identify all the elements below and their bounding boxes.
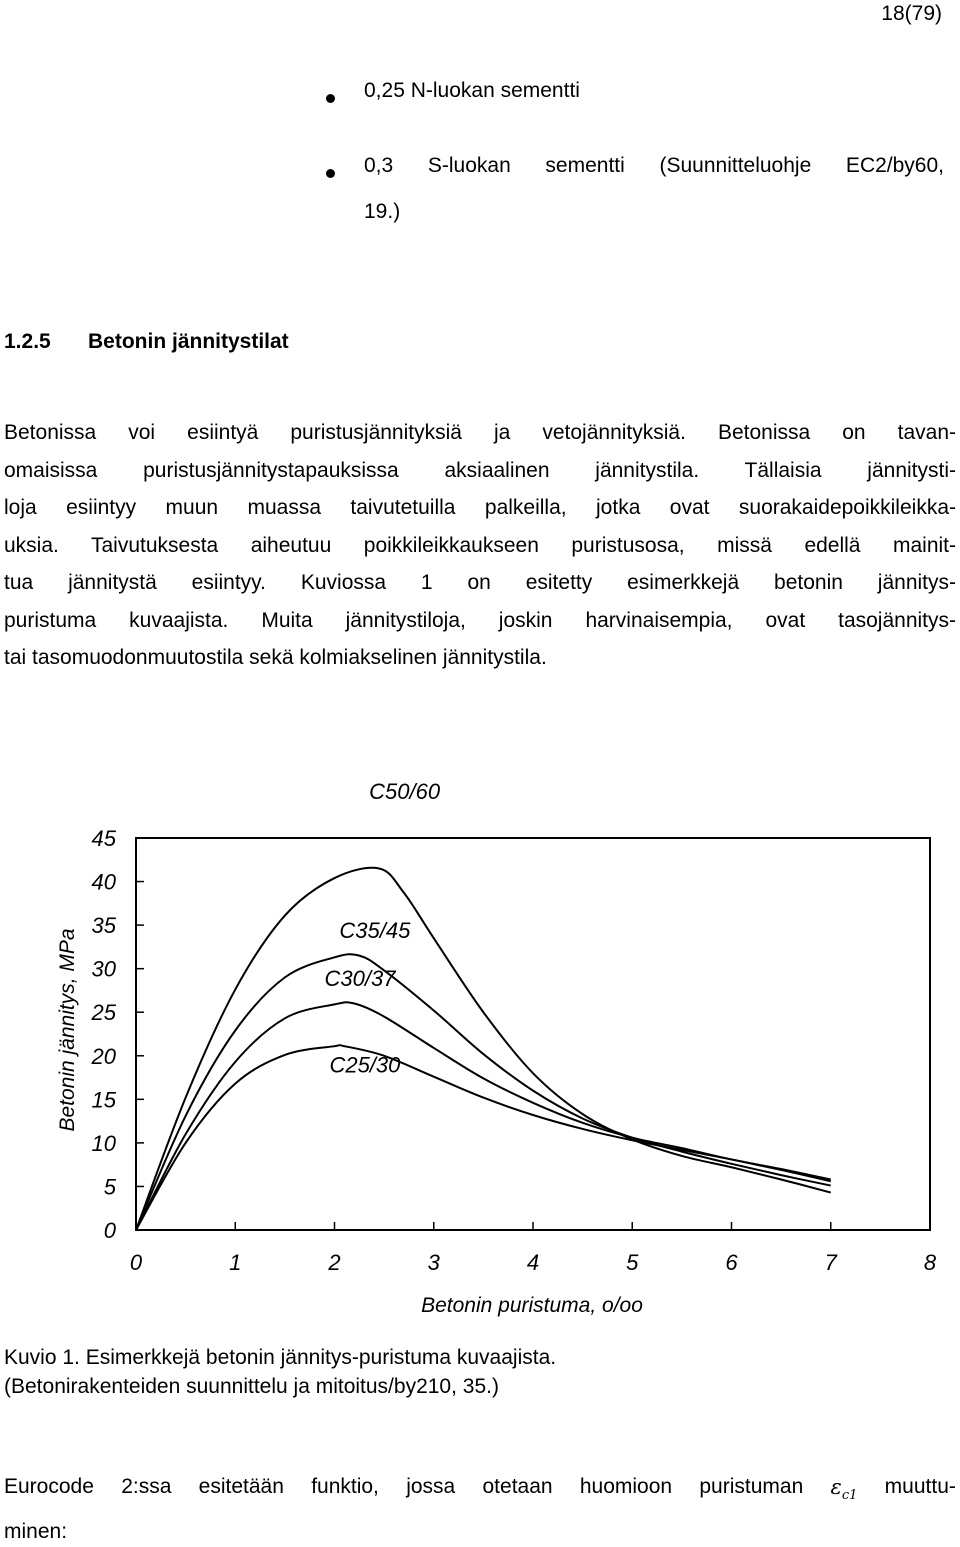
x-tick-label: 4 [526,1250,540,1275]
y-tick-label: 20 [91,1043,116,1069]
bullet-text [364,143,944,235]
series-line [136,868,831,1230]
y-tick-label: 5 [103,1174,116,1200]
x-axis-label: Betonin puristuma, o/oo [421,1294,643,1317]
x-tick-label: 0 [129,1250,143,1275]
bullet-text-line: 0,3 S-luokan sementti (Suunnitteluohje EC2/by60, [364,154,944,177]
paragraph-line: omaisissa puristusjännitystapauksissa aksiaalinen jännitystila. Tällaisia jännitysti- [4,458,956,482]
closing-word: otetaan [482,1475,553,1498]
bullet-dot [326,169,335,178]
series-label: C50/60 [369,778,441,804]
paragraph-line: Betonissa voi esiintyä puristusjännityksiä ja vetojännityksiä. Betonissa on tavan- [4,421,956,444]
body-paragraph [4,414,956,677]
x-tick-label: 7 [824,1250,837,1275]
section-title: Betonin jännitystilat [88,330,289,353]
paragraph-line: tai tasomuodonmuutostila sekä kolmiakselinen jännitystila. [4,646,547,669]
paragraph-line: uksia. Taivutuksesta aiheutuu poikkileikkaukseen puristusosa, missä edellä mainit- [4,533,956,557]
closing-word: funktio, [311,1475,379,1498]
epsilon-subscript: c1 [841,1488,858,1504]
series-label: C25/30 [329,1052,401,1078]
series-label: C35/45 [339,918,411,944]
closing-word: 2:ssa [121,1475,172,1498]
stress-strain-chart [0,778,960,1330]
series-line [136,954,831,1230]
plot-frame [136,838,930,1230]
bullet-text-line: 19.) [364,200,401,223]
x-tick-label: 1 [229,1250,242,1275]
paragraph-line: tua jännitystä esiintyy. Kuviossa 1 on esitetty esimerkkejä betonin jännitys- [4,571,956,594]
y-tick-label: 15 [91,1087,116,1113]
page-number: 18(79) [881,2,942,25]
x-tick-label: 6 [725,1250,738,1275]
bullet-dot [326,94,335,103]
x-tick-label: 8 [923,1250,937,1275]
y-tick-label: 35 [91,913,116,939]
x-tick-label: 3 [427,1250,440,1275]
y-tick-label: 25 [91,1000,116,1026]
x-tick-label: 2 [328,1250,341,1275]
y-axis-label: Betonin jännitys, MPa [56,928,79,1132]
y-tick-label: 10 [91,1130,116,1156]
y-tick-label: 0 [103,1218,116,1243]
caption-line: Kuvio 1. Esimerkkejä betonin jännitys-puristuma kuvaajista. [4,1346,557,1369]
closing-word: muuttu- [884,1475,956,1498]
closing-word: huomioon [579,1475,673,1498]
series-line [136,1002,831,1230]
closing-word: jossa [406,1475,456,1498]
y-tick-label: 30 [91,956,116,982]
closing-paragraph-line [4,1475,956,1503]
section-number: 1.2.5 [4,330,51,353]
series-line [136,1045,831,1230]
bullet-text: 0,25 N-luokan sementti [364,79,580,102]
series-label: C30/37 [324,966,396,992]
y-tick-label: 40 [91,869,116,895]
paragraph-line: loja esiintyy muun muassa taivutetuilla palkeilla, jotka ovat suorakaidepoikkileikka- [4,496,956,519]
section-heading [4,330,289,354]
closing-word: esitetään [198,1475,284,1498]
figure-caption [4,1343,556,1401]
closing-word: puristuman [699,1475,804,1498]
epsilon-glyph: ε [830,1475,842,1499]
y-tick-label: 45 [91,826,116,851]
x-tick-label: 5 [626,1250,639,1275]
epsilon-symbol [831,1475,858,1503]
caption-line: (Betonirakenteiden suunnittelu ja mitoitus/by210, 35.) [4,1375,499,1398]
closing-paragraph-line: minen: [4,1520,68,1543]
paragraph-line: puristuma kuvaajista. Muita jännitystiloja, joskin harvinaisempia, ovat tasojännitys- [4,608,956,632]
closing-word: Eurocode [4,1475,94,1498]
